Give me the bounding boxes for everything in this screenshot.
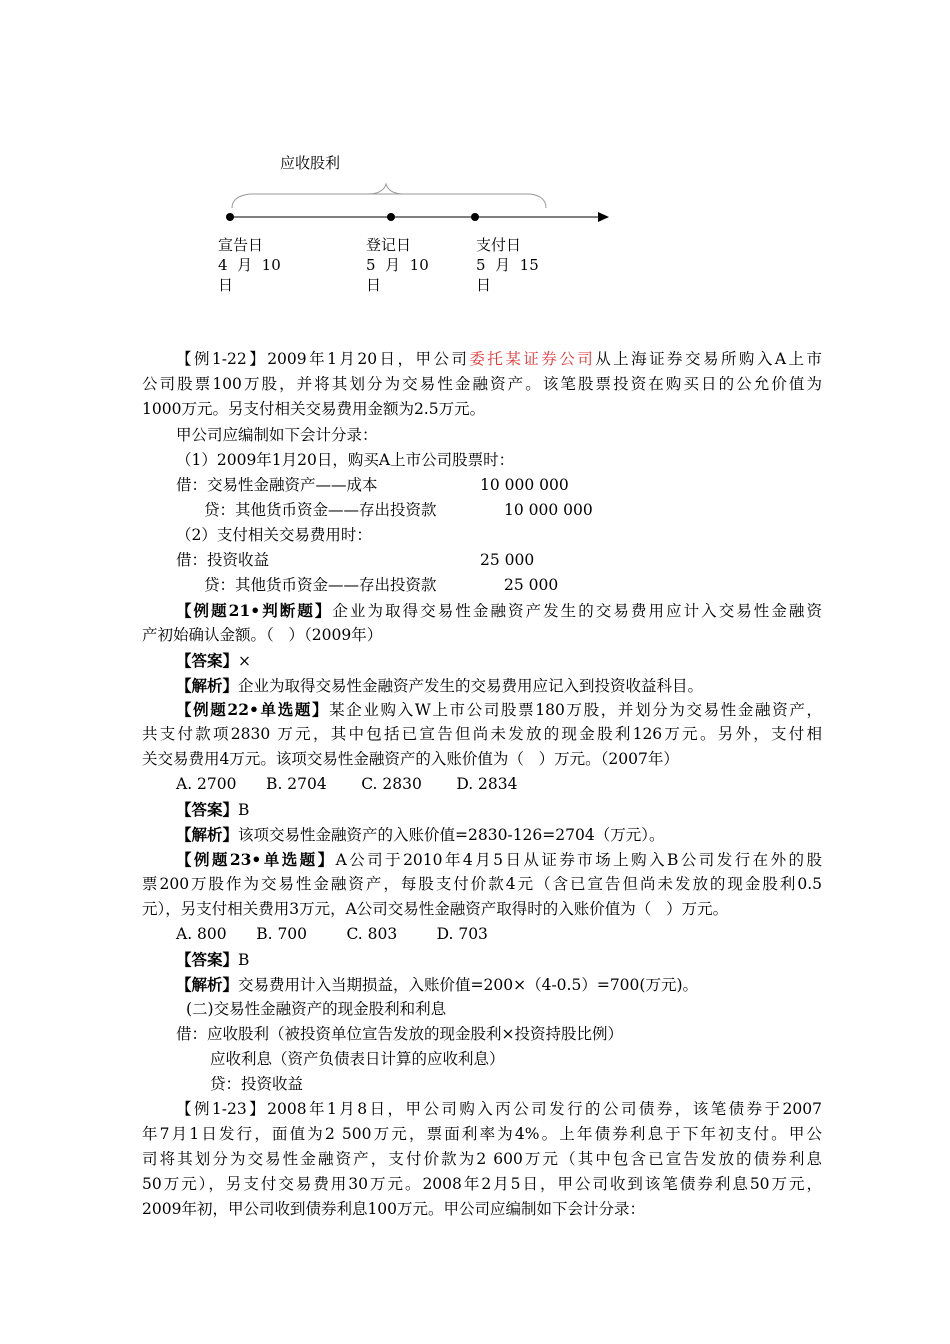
text-line [142, 372, 822, 397]
line-text: 企业为取得交易性金融资产发生的交易费用应计入交易性金融资 [332, 602, 822, 620]
text-line [176, 822, 664, 847]
line-text: 应收利息（资产负债表日计算的应收利息） [210, 1050, 505, 1068]
line-text: 公司股票100万股，并将其划分为交易性金融资产。该笔股票投资在购买日的公允价值为 [142, 375, 822, 393]
highlighted-text: 委托某证券公司 [469, 350, 596, 368]
text-line [176, 797, 249, 822]
point-day-unit: 日 [476, 276, 492, 294]
text-line [176, 548, 269, 573]
line-text: 该项交易性金融资产的入账价值=2830-126=2704（万元）。 [238, 826, 665, 844]
line-text: A. 800 B. 700 C. 803 D. 703 [176, 925, 488, 943]
line-text: 借：投资收益 [176, 551, 270, 569]
text-line [210, 1047, 505, 1072]
entry-amount: 25 000 [504, 576, 559, 594]
text-line [176, 697, 822, 722]
line-text: 关交易费用4万元。该项交易性金融资产的入账价值为（ ）万元。（2007年） [142, 750, 679, 768]
line-text: 1000万元。另支付相关交易费用金额为2.5万元。 [142, 400, 486, 418]
line-text: B [238, 951, 250, 969]
line-text: （1）2009年1月20日，购买A上市公司股票时： [176, 451, 515, 469]
line-text: 【例1-23】2008年1月8日，甲公司购入丙公司发行的公司债券，该笔债券于2007 [176, 1100, 822, 1118]
text-line [176, 947, 249, 972]
point-day-unit: 日 [218, 276, 234, 294]
label-text: 【答案】 [176, 950, 239, 969]
timeline-graphic [200, 140, 630, 240]
text-line [142, 1197, 645, 1222]
text-line [186, 997, 446, 1022]
text-line [176, 972, 698, 997]
label-text: 【解析】 [176, 825, 239, 844]
arrow-head-icon [598, 212, 609, 222]
text-line [142, 623, 382, 648]
timeline-point [387, 213, 395, 221]
text-line [176, 423, 378, 448]
text-line [210, 1072, 303, 1097]
text-line [142, 397, 485, 422]
point-date: 5 月 15 [476, 256, 539, 274]
line-text: 贷：其他货币资金——存出投资款 [204, 576, 437, 594]
text-line [142, 1147, 822, 1172]
label-text: 【例题23•单选题】 [176, 850, 336, 869]
text-line [142, 747, 679, 772]
label-text: 【解析】 [176, 676, 239, 695]
line-text: 产初始确认金额。（ ）（2009年） [142, 626, 383, 644]
line-text: 甲公司应编制如下会计分录： [176, 426, 378, 444]
line-text: 交易费用计入当期损益，入账价值=200×（4-0.5）=700(万元)。 [238, 976, 698, 994]
text-line [176, 523, 372, 548]
text-line [142, 722, 822, 747]
line-text: 贷：投资收益 [210, 1075, 304, 1093]
line-text: 企业为取得交易性金融资产发生的交易费用应记入到投资收益科目。 [238, 677, 704, 695]
line-text: （2）支付相关交易费用时： [176, 526, 372, 544]
text-line [176, 922, 488, 947]
line-text: A公司于2010年4月5日从证券市场上购入B公司发行在外的股 [335, 851, 822, 869]
point-name: 宣告日 [218, 236, 264, 254]
point-name: 登记日 [366, 236, 412, 254]
text-line [142, 872, 822, 897]
line-text: 共支付款项2830 万元，其中包括已宣告但尚未发放的现金股利126万元。另外，支付相 [142, 725, 822, 743]
label-text: 【答案】 [176, 651, 239, 670]
line-text: 【例1-22】2009年1月20日，甲公司 [176, 350, 470, 368]
dividend-timeline-diagram [200, 140, 630, 310]
entry-amount: 10 000 000 [504, 501, 593, 519]
line-text: 年7月1日发行，面值为2 500万元，票面利率为4%。上年债券利息于下年初支付。甲公 [142, 1125, 822, 1143]
point-date: 5 月 10 [366, 256, 429, 274]
entry-amount: 25 000 [480, 551, 535, 569]
brace [232, 184, 546, 208]
text-line [176, 847, 822, 872]
text-line [142, 1172, 822, 1197]
line-text: 贷：其他货币资金——存出投资款 [204, 501, 437, 519]
text-line [176, 772, 518, 797]
text-line [176, 648, 251, 673]
timeline-point [471, 213, 479, 221]
label-text: 【答案】 [176, 800, 239, 819]
text-line [176, 347, 822, 372]
timeline-point [226, 213, 234, 221]
line-text: 司将其划分为交易性金融资产，支付价款为2 600万元（其中包含已宣告发放的债券利息 [142, 1150, 822, 1168]
label-text: 【例题22•单选题】 [176, 700, 330, 719]
line-text: 元），另支付相关费用3万元，A公司交易性金融资产取得时的入账价值为（ ）万元。 [142, 900, 729, 918]
line-text: 2009年初，甲公司收到债券利息100万元。甲公司应编制如下会计分录： [142, 1200, 646, 1218]
line-text: 票200万股作为交易性金融资产，每股支付价款4元（含已宣告但尚未发放的现金股利0.5 [142, 875, 822, 893]
point-day-unit: 日 [366, 276, 382, 294]
text-line [176, 448, 514, 473]
point-name: 支付日 [476, 236, 522, 254]
line-text: 借：应收股利（被投资单位宣告发放的现金股利×投资持股比例） [176, 1025, 623, 1043]
line-text: 借：交易性金融资产——成本 [176, 476, 378, 494]
entry-amount: 10 000 000 [480, 476, 569, 494]
text-line [176, 598, 822, 623]
text-line [176, 1097, 822, 1122]
text-line [142, 897, 728, 922]
label-text: 【例题21•判断题】 [176, 601, 333, 620]
text-line [176, 1022, 623, 1047]
text-line [176, 673, 703, 698]
text-line [204, 573, 437, 598]
line-text: B [238, 801, 250, 819]
text-line [176, 473, 378, 498]
point-date: 4 月 10 [218, 256, 281, 274]
line-text: × [238, 652, 252, 670]
text-line [204, 498, 437, 523]
brace-label: 应收股利 [280, 154, 341, 172]
line-text: A. 2700 B. 2704 C. 2830 D. 2834 [176, 775, 518, 793]
line-text: 50万元），另支付交易费用30万元。2008年2月5日，甲公司收到该笔债券利息50万元， [142, 1175, 822, 1193]
line-text: 从上海证券交易所购入A上市 [595, 350, 822, 368]
label-text: 【解析】 [176, 975, 239, 994]
line-text: 某企业购入W上市公司股票180万股，并划分为交易性金融资产， [329, 701, 822, 719]
text-line [142, 1122, 822, 1147]
line-text: (二)交易性金融资产的现金股利和利息 [186, 1000, 447, 1018]
